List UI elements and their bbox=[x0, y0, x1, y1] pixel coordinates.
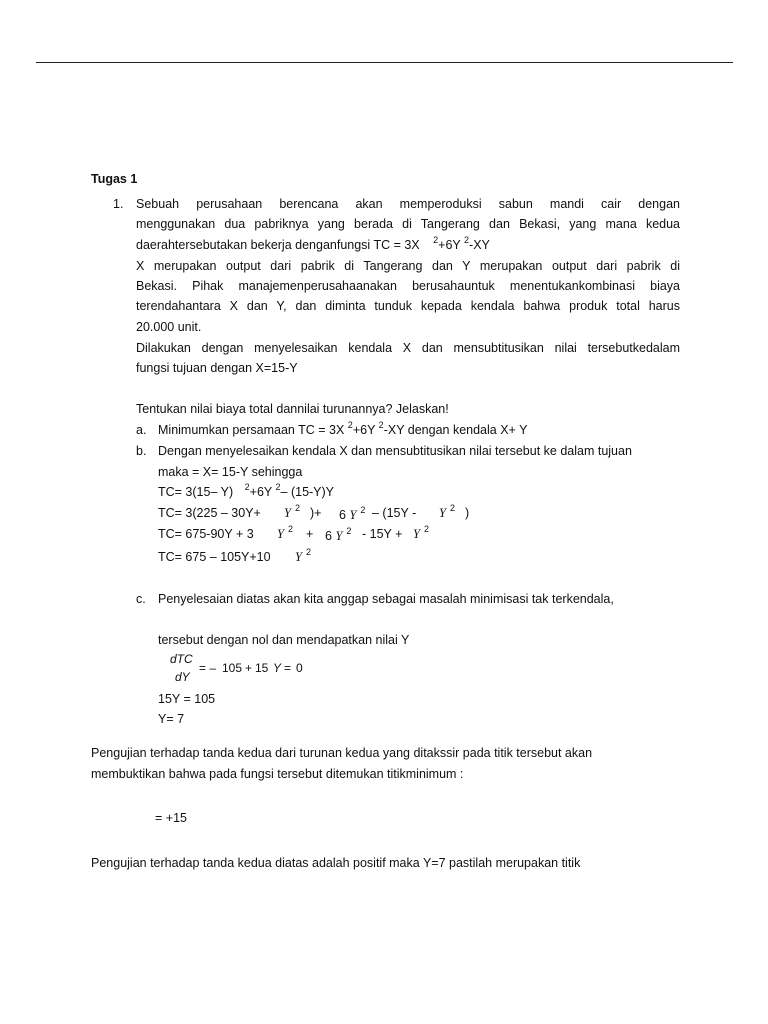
second-derivative: = +15 bbox=[155, 811, 187, 825]
a-text-mid: +6Y bbox=[352, 423, 376, 437]
document-title: Tugas 1 bbox=[91, 172, 138, 186]
b-tc4-s: 2 bbox=[305, 547, 311, 557]
b-tc3-a: TC= 675-90Y + 3 bbox=[158, 527, 254, 541]
a-sup2: 2 bbox=[378, 420, 384, 430]
b-tc3 bbox=[158, 524, 488, 544]
b-tc2-s3: 2 bbox=[449, 503, 455, 513]
para3: Pengujian terhadap tanda kedua diatas adalah positif maka Y=7 pastilah merupakan titik bbox=[91, 856, 581, 870]
para2-line1: Pengujian terhadap tanda kedua dari turunan kedua yang ditakssir pada titik tersebut akan bbox=[91, 746, 593, 760]
b-tc3-s3: 2 bbox=[423, 524, 429, 534]
b-tc1-post: – (15-Y)Y bbox=[280, 485, 335, 499]
b-tc1-pre: TC= 3(15– Y) bbox=[158, 485, 234, 499]
question: Tentukan nilai biaya total dannilai turunannya? Jelaskan! bbox=[136, 402, 449, 416]
para2-line2: membuktikan bahwa pada fungsi tersebut ditemukan titikminimum : bbox=[91, 767, 464, 781]
b-tc2-b: )+ bbox=[310, 506, 322, 520]
b-line2: maka = X= 15-Y sehingga bbox=[158, 465, 303, 479]
b-tc3-d: - 15Y + bbox=[362, 527, 403, 541]
b-tc2-d: – (15Y - bbox=[372, 506, 417, 520]
b-tc2-e: ) bbox=[465, 506, 470, 520]
c-eq5: Y bbox=[273, 661, 282, 675]
c-frac-den: dY bbox=[175, 670, 190, 684]
c-result2: Y= 7 bbox=[158, 712, 185, 726]
b-tc1-mid: +6Y bbox=[249, 485, 273, 499]
b-marker: b. bbox=[136, 444, 147, 458]
header-rule bbox=[36, 62, 733, 63]
b-tc2-s2: 2 bbox=[360, 505, 366, 515]
c-marker: c. bbox=[136, 592, 146, 606]
p1-line7: 20.000 unit. bbox=[136, 320, 202, 334]
b-tc2-y2: Y bbox=[349, 508, 357, 522]
p1-line3 bbox=[136, 235, 490, 256]
b-tc4-y-group bbox=[295, 547, 311, 568]
c-eq3: + bbox=[245, 661, 253, 675]
b-tc4-a: TC= 675 – 105Y+10 bbox=[158, 550, 271, 564]
a-sup1: 2 bbox=[347, 420, 353, 430]
c-frac-num: dTC bbox=[170, 652, 193, 666]
c-eq2: 105 bbox=[222, 661, 243, 675]
b-tc3-b: + bbox=[306, 527, 314, 541]
c-equation bbox=[199, 658, 319, 678]
b-tc3-s2: 2 bbox=[346, 526, 352, 536]
p1-line3-mid: +6Y bbox=[438, 238, 461, 252]
p1-line9: fungsi tujuan dengan X=15-Y bbox=[136, 361, 298, 375]
b-tc2-y3: Y bbox=[439, 506, 446, 520]
p1-line5: Bekasi. Pihak manajemenperusahaanakan berusahauntuk menentukankombinasi biaya bbox=[136, 279, 680, 293]
b-tc3-y2: Y bbox=[335, 529, 343, 543]
a-text-post: -XY dengan kendala X+ Y bbox=[383, 423, 528, 437]
a-text-pre: Minimumkan persamaan TC = 3X bbox=[158, 423, 345, 437]
p1-line3-sup2: 2 bbox=[464, 235, 470, 245]
b-tc2-y1: Y bbox=[284, 506, 291, 520]
p1-line4: X merupakan output dari pabrik di Tangerang dan Y merupakan output dari pabrik di bbox=[136, 259, 680, 273]
item-number: 1. bbox=[113, 197, 124, 211]
b-tc3-s1: 2 bbox=[287, 524, 293, 534]
b-tc2-a: TC= 3(225 – 30Y+ bbox=[158, 506, 261, 520]
c-line2: tersebut dengan nol dan mendapatkan nilai Y bbox=[158, 633, 410, 647]
c-eq4: 15 bbox=[255, 661, 269, 675]
b-tc1-sup1: 2 bbox=[244, 482, 250, 492]
p1-line3-sup1: 2 bbox=[433, 235, 439, 245]
p1-line6: terendahantara X dan Y, dan diminta tunduk kepada kendala bahwa produk total harus bbox=[136, 299, 680, 313]
b-tc2-c: 6 bbox=[339, 508, 346, 522]
c-eq6: = bbox=[284, 661, 292, 675]
b-line1: Dengan menyelesaikan kendala X dan mensubtitusikan nilai tersebut ke dalam tujuan bbox=[158, 444, 632, 458]
c-line1: Penyelesaian diatas akan kita anggap sebagai masalah minimisasi tak terkendala, bbox=[158, 592, 614, 606]
p1-line3-pre: daerahtersebutakan bekerja denganfungsi TC = 3X bbox=[136, 238, 420, 252]
b-tc3-c-group bbox=[325, 526, 351, 547]
b-tc1-sup2: 2 bbox=[275, 482, 281, 492]
b-tc3-c: 6 bbox=[325, 529, 332, 543]
p1-line1: Sebuah perusahaan berencana akan memperoduksi sabun mandi cair dengan bbox=[136, 197, 680, 211]
a-text bbox=[158, 420, 527, 441]
b-tc2 bbox=[158, 503, 488, 523]
c-eq1: = – bbox=[199, 661, 217, 675]
b-tc2-y1-group bbox=[284, 503, 300, 524]
b-tc4-y: Y bbox=[295, 550, 302, 564]
b-tc3-y1-group bbox=[277, 524, 293, 545]
c-eq7: 0 bbox=[296, 661, 303, 675]
b-tc3-y3: Y bbox=[413, 527, 420, 541]
b-tc2-s1: 2 bbox=[294, 503, 300, 513]
b-tc4 bbox=[158, 547, 358, 567]
b-tc2-y3-group bbox=[439, 503, 455, 524]
b-tc1 bbox=[158, 482, 334, 503]
a-marker: a. bbox=[136, 423, 147, 437]
b-tc2-c-group bbox=[339, 505, 365, 526]
p1-line3-post: -XY bbox=[469, 238, 490, 252]
b-tc3-y1: Y bbox=[277, 527, 284, 541]
b-tc3-y3-group bbox=[413, 524, 429, 545]
p1-line2: menggunakan dua pabriknya yang berada di Tangerang dan Bekasi, yang mana kedua bbox=[136, 217, 680, 231]
c-result1: 15Y = 105 bbox=[158, 692, 216, 706]
p1-line8: Dilakukan dengan menyelesaikan kendala X dan mensubtitusikan nilai tersebutkedalam bbox=[136, 341, 680, 355]
